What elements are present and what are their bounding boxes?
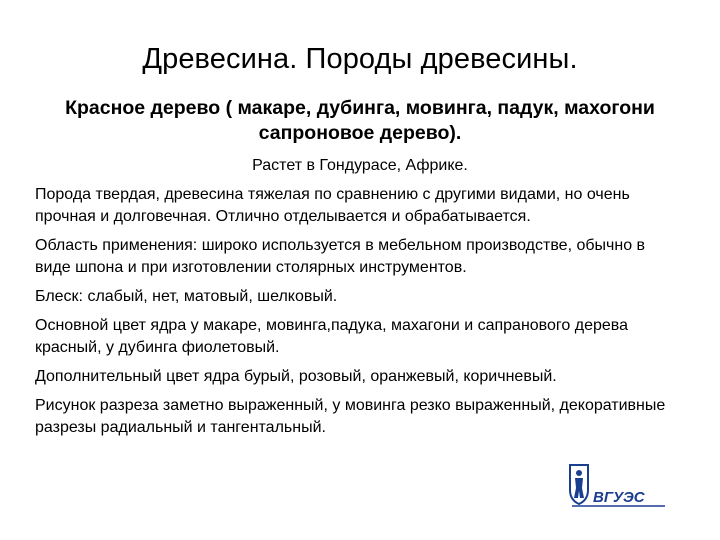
logo-text: ВГУЭС [593, 489, 645, 506]
university-logo [566, 462, 670, 508]
slide-subtitle: Красное дерево ( макаре, дубинга, мовинга, падук, махогони сапроновое дерево). [65, 97, 655, 144]
paragraph-application: Область применения: широко используется в мебельном производстве, обычно в виде шпона и при изготовлении столярных инструментов. [35, 237, 646, 276]
university-emblem-icon [566, 462, 670, 508]
paragraph-cut-pattern: Рисунок разреза заметно выраженный, у мовинга резко выраженный, декоративные разрезы радиальный и тангентальный. [35, 397, 666, 436]
paragraph-properties: Порода твердая, древесина тяжелая по сравнению с другими видами, но очень прочная и долговечная. Отлично отделывается и обрабатывается. [35, 186, 630, 225]
slide-title: Древесина. Породы древесины. [142, 43, 578, 75]
paragraph-list [35, 184, 675, 446]
paragraph-gloss: Блеск: слабый, нет, матовый, шелковый. [35, 288, 338, 305]
paragraph-main-color: Основной цвет ядра у макаре, мовинга,падука, махагони и сапранового дерева красный, у дубинга фиолетовый. [35, 317, 628, 356]
growth-region-line: Растет в Гондурасе, Африке. [252, 157, 468, 174]
paragraph-extra-color: Дополнительный цвет ядра бурый, розовый, оранжевый, коричневый. [35, 368, 557, 385]
